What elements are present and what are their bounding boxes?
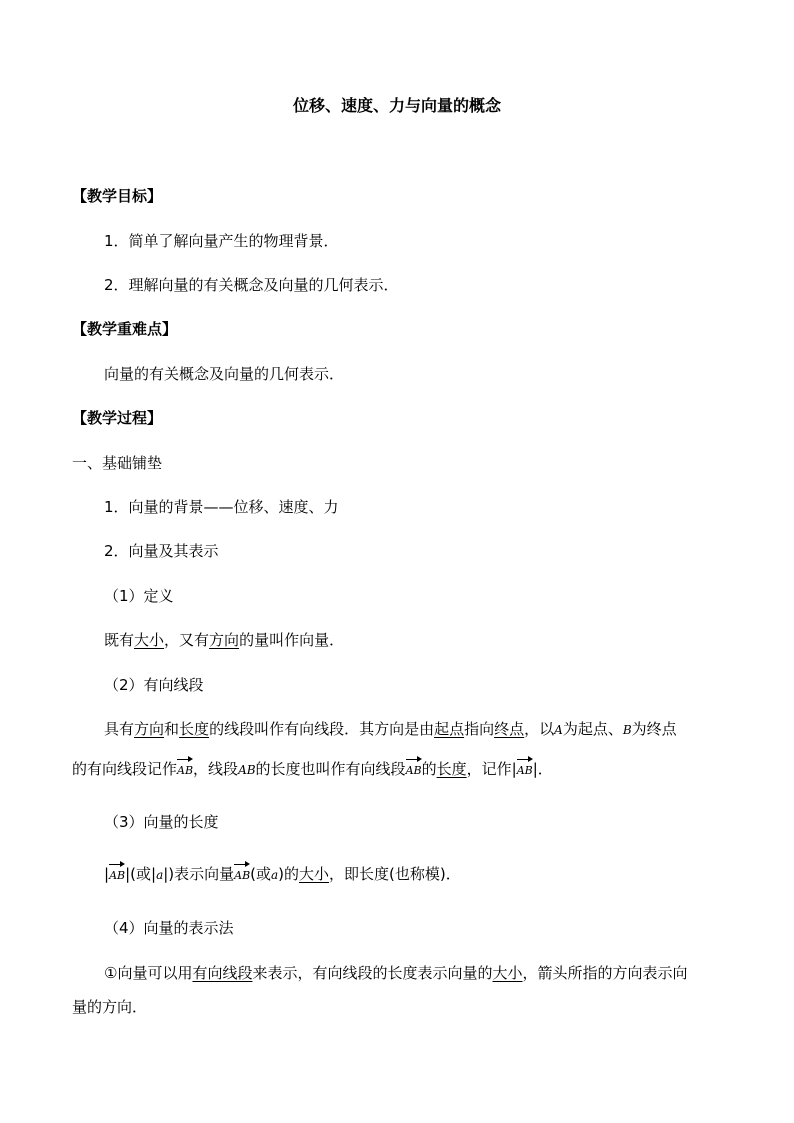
underlined-term: 起点 [434, 720, 465, 738]
text-run: ，箭头所指的方向表示向 [522, 964, 688, 982]
text-run: ，记作| [466, 760, 517, 778]
representation-label: （4）向量的表示法 [104, 919, 234, 937]
text-run: 既有 [104, 631, 135, 649]
text-run: | [104, 865, 110, 883]
goal-item-1: 1．简单了解向量产生的物理背景． [104, 232, 339, 250]
vector-symbol: AB [177, 759, 193, 781]
section-heading-basics: 一、基础铺垫 [72, 454, 163, 472]
vector-symbol: AB [517, 759, 533, 781]
text-run: )的 [278, 865, 300, 883]
directed-segment-line-2 [72, 759, 553, 781]
text-run: ，线段 [193, 760, 239, 778]
directed-segment-label: （2）有向线段 [104, 676, 204, 694]
vector-length-text [104, 864, 461, 886]
keypoints-heading: 【教学重难点】 [72, 320, 178, 338]
text-run: 指向 [464, 720, 495, 738]
vector-symbol: AB [234, 864, 250, 886]
vector-symbol: AB [109, 864, 125, 886]
underlined-term: 方向 [209, 631, 240, 649]
text-run: 的 [421, 760, 437, 778]
text-run: 的量叫作向量． [239, 631, 345, 649]
text-run: ，即长度(也称模)． [329, 865, 461, 883]
underlined-term: 大小 [134, 631, 165, 649]
text-run: |． [532, 760, 553, 778]
underlined-term: 大小 [492, 964, 523, 982]
math-variable: B [622, 723, 632, 737]
text-run: ，以 [524, 720, 555, 738]
math-variable: a [156, 868, 164, 882]
item-vector-background: 1．向量的背景——位移、速度、力 [104, 498, 339, 516]
text-run: 和 [164, 720, 180, 738]
vector-symbol: AB [406, 759, 422, 781]
text-run: |)表示向量 [163, 865, 235, 883]
underlined-term: 长度 [436, 760, 467, 778]
text-run: |(或| [125, 865, 157, 883]
process-heading: 【教学过程】 [72, 409, 163, 427]
math-variable: a [271, 868, 279, 882]
text-run: 的有向线段记作 [72, 760, 178, 778]
vector-length-label: （3）向量的长度 [104, 813, 219, 831]
definition-label: （1）定义 [104, 587, 174, 605]
item-vector-representation: 2．向量及其表示 [104, 542, 219, 560]
text-run: 的长度也叫作有向线段 [255, 760, 406, 778]
math-variable: A [554, 723, 563, 737]
directed-segment-line-1 [104, 719, 677, 740]
text-run: ①向量可以用 [104, 964, 193, 982]
underlined-term: 大小 [299, 865, 330, 883]
text-run: 来表示，有向线段的长度表示向量的 [252, 964, 493, 982]
math-variable: AB [238, 763, 256, 777]
keypoints-text: 向量的有关概念及向量的几何表示． [104, 365, 345, 383]
underlined-term: 有向线段 [192, 964, 253, 982]
goal-item-2: 2．理解向量的有关概念及向量的几何表示． [104, 276, 399, 294]
text-run: 具有 [104, 720, 135, 738]
underlined-term: 终点 [494, 720, 525, 738]
page-title: 位移、速度、力与向量的概念 [292, 96, 501, 115]
goals-heading: 【教学目标】 [72, 187, 163, 205]
text-run: 为终点 [631, 720, 677, 738]
text-run: (或 [250, 865, 272, 883]
underlined-term: 长度 [179, 720, 210, 738]
text-run: 为起点、 [562, 720, 623, 738]
text-run: 的线段叫作有向线段．其方向是由 [209, 720, 435, 738]
underlined-term: 方向 [134, 720, 165, 738]
representation-line-2: 量的方向． [72, 998, 148, 1016]
definition-text [104, 630, 344, 650]
representation-line-1 [104, 963, 688, 983]
text-run: ，又有 [164, 631, 210, 649]
